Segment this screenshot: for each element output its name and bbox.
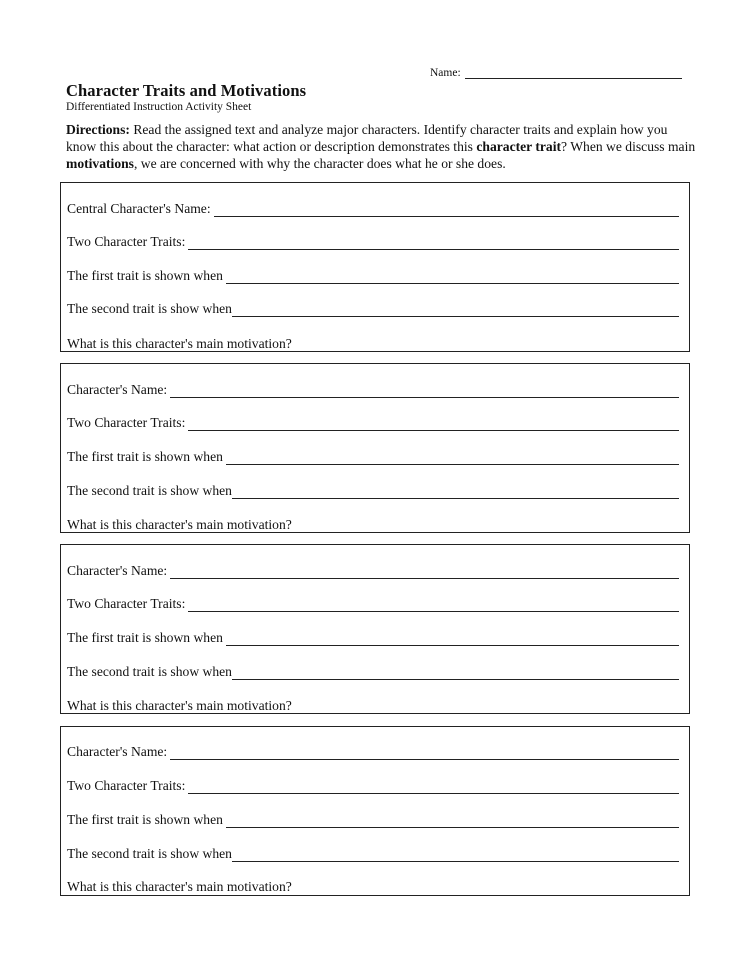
- character-traits-field: [67, 415, 679, 431]
- second-trait-label: The second trait is show when: [67, 846, 232, 861]
- motivation-field: [67, 698, 679, 714]
- motivation-label: What is this character's main motivation?: [67, 517, 292, 532]
- first-trait-field: [67, 449, 679, 465]
- second-trait-label: The second trait is show when: [67, 483, 232, 498]
- second-trait-field: [67, 301, 679, 317]
- second-trait-label: The second trait is show when: [67, 664, 232, 679]
- motivation-field: [67, 336, 679, 352]
- character-name-label: Central Character's Name:: [67, 201, 211, 216]
- first-trait-blank[interactable]: [226, 633, 679, 646]
- directions-label: Directions:: [66, 122, 130, 137]
- directions-term-motivations: motivations: [66, 156, 134, 171]
- motivation-label: What is this character's main motivation?: [67, 698, 292, 713]
- second-trait-field: [67, 664, 679, 680]
- character-traits-label: Two Character Traits:: [67, 596, 186, 611]
- first-trait-field: [67, 630, 679, 646]
- motivation-label: What is this character's main motivation?: [67, 336, 292, 351]
- motivation-label: What is this character's main motivation?: [67, 879, 292, 894]
- student-name-blank[interactable]: [465, 66, 682, 79]
- character-box-2: [60, 363, 690, 533]
- character-box-4: [60, 726, 690, 896]
- character-name-field: [67, 744, 679, 760]
- first-trait-label: The first trait is shown when: [67, 630, 223, 645]
- second-trait-blank[interactable]: [232, 486, 679, 499]
- student-name-label: Name:: [430, 67, 461, 79]
- character-traits-blank[interactable]: [188, 237, 679, 250]
- second-trait-field: [67, 846, 679, 862]
- character-name-blank[interactable]: [170, 566, 679, 579]
- character-traits-field: [67, 778, 679, 794]
- directions-text-3: , we are concerned with why the character does what he or she does.: [133, 156, 506, 171]
- character-traits-label: Two Character Traits:: [67, 778, 186, 793]
- first-trait-field: [67, 268, 679, 284]
- motivation-field: [67, 517, 679, 533]
- character-name-blank[interactable]: [170, 747, 679, 760]
- directions-text-1: Read the assigned text and analyze major characters. Identify character traits and explain how you know this about the character: what action or description demonstrates this: [66, 122, 668, 154]
- directions-term-character-trait: character trait: [476, 139, 562, 154]
- character-traits-blank[interactable]: [188, 781, 679, 794]
- first-trait-label: The first trait is shown when: [67, 268, 223, 283]
- character-name-blank[interactable]: [214, 204, 679, 217]
- first-trait-blank[interactable]: [226, 271, 679, 284]
- character-name-label: Character's Name:: [67, 744, 168, 759]
- first-trait-blank[interactable]: [226, 452, 679, 465]
- character-name-field: [67, 382, 679, 398]
- character-traits-label: Two Character Traits:: [67, 234, 186, 249]
- first-trait-field: [67, 812, 679, 828]
- character-name-field: [67, 563, 679, 579]
- character-traits-field: [67, 234, 679, 250]
- first-trait-label: The first trait is shown when: [67, 449, 223, 464]
- student-name-line: [430, 66, 682, 79]
- character-traits-blank[interactable]: [188, 599, 679, 612]
- character-traits-label: Two Character Traits:: [67, 415, 186, 430]
- character-name-blank[interactable]: [170, 385, 679, 398]
- character-name-label: Character's Name:: [67, 563, 168, 578]
- character-traits-blank[interactable]: [188, 418, 679, 431]
- character-traits-field: [67, 596, 679, 612]
- directions-text-2: ? When we discuss main: [561, 139, 696, 154]
- character-name-field: [67, 201, 679, 217]
- second-trait-blank[interactable]: [232, 667, 679, 680]
- first-trait-label: The first trait is shown when: [67, 812, 223, 827]
- second-trait-blank[interactable]: [232, 304, 679, 317]
- second-trait-blank[interactable]: [232, 849, 679, 862]
- directions-paragraph: [66, 121, 696, 172]
- worksheet-subtitle: Differentiated Instruction Activity Sheet: [66, 101, 252, 113]
- second-trait-label: The second trait is show when: [67, 301, 232, 316]
- first-trait-blank[interactable]: [226, 815, 679, 828]
- character-box-3: [60, 544, 690, 714]
- second-trait-field: [67, 483, 679, 499]
- motivation-field: [67, 879, 679, 895]
- worksheet-title: Character Traits and Motivations: [66, 81, 307, 100]
- character-name-label: Character's Name:: [67, 382, 168, 397]
- character-box-1: [60, 182, 690, 352]
